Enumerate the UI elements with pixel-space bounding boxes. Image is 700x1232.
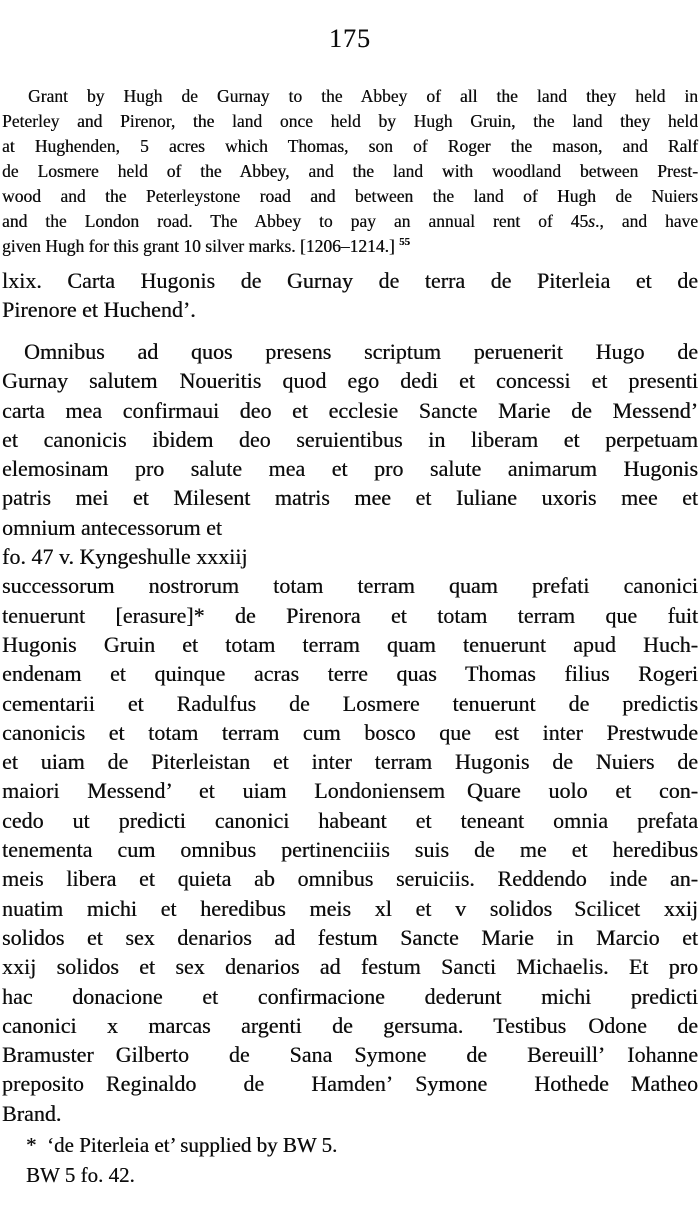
- text-line: Pirenore et Huchend’.: [2, 296, 196, 322]
- entry-summary: [2, 84, 698, 259]
- text-line: given Hugh for this grant 10 silver marks. [1206–1214.] $^{55}$: [2, 236, 410, 256]
- charter-text-part1: [2, 337, 698, 542]
- charter-heading: [2, 267, 698, 324]
- text-line: lxix. Carta Hugonis de Gurnay de terra de Piterleia et de: [2, 268, 698, 293]
- text-line: solidos et sex denarios ad festum Sancte Marie in Marcio et: [2, 924, 698, 950]
- footnotes: [2, 1130, 698, 1190]
- charter-text-part2: [2, 571, 698, 1128]
- text-line: fo. 47 v. Kyngeshulle xxxiij: [2, 544, 248, 570]
- text-line: Hugonis Gruin et totam terram quam tenuerunt apud Huch-: [2, 631, 698, 657]
- text-line: at Hughenden, 5 acres which Thomas, son of Roger the mason, and Ralf: [2, 136, 698, 156]
- text-line: elemosinam pro salute mea et pro salute animarum Hugonis: [2, 456, 698, 482]
- text-line: de Losmere held of the Abbey, and the land with woodland between Prest-: [2, 161, 698, 181]
- text-line: et canonicis ibidem deo seruientibus in liberam et perpetuam: [2, 426, 698, 452]
- text-line: omnium antecessorum et: [2, 514, 222, 540]
- text-line: xxij solidos et sex denarios ad festum Sancti Michaelis. Et pro: [2, 954, 698, 980]
- text-line: preposito Reginaldo de Hamden’ Symone Hothede Matheo: [2, 1071, 698, 1097]
- text-line: Brand.: [2, 1100, 62, 1126]
- text-line: et uiam de Piterleistan et inter terram Hugonis de Nuiers de: [2, 749, 698, 775]
- text-line: Grant by Hugh de Gurnay to the Abbey of all the land they held in: [28, 86, 698, 106]
- text-line: endenam et quinque acras terre quas Thomas filius Rogeri: [2, 661, 698, 687]
- text-line: canonicis et totam terram cum bosco que est inter Prestwude: [2, 719, 698, 745]
- text-line: Omnibus ad quos presens scriptum peruenerit Hugo de: [24, 339, 698, 364]
- text-line: meis libera et quieta ab omnibus seruiciis. Reddendo inde an-: [2, 866, 698, 892]
- page-number: 175: [329, 24, 371, 53]
- text-line: and the London road. The Abbey to pay an annual rent of 45s., and have: [2, 211, 698, 231]
- text-line: tenuerunt [erasure]* de Pirenora et totam terram que fuit: [2, 602, 698, 628]
- text-line: maiori Messend’ et uiam Londoniensem Quare uolo et con-: [2, 778, 698, 804]
- text-line: tenementa cum omnibus pertinenciiis suis de me et heredibus: [2, 837, 698, 863]
- text-line: cedo ut predicti canonici habeant et teneant omnia prefata: [2, 807, 698, 833]
- text-line: Bramuster Gilberto de Sana Symone de Bereuill’ Iohanne: [2, 1042, 698, 1068]
- text-line: nuatim michi et heredibus meis xl et v solidos Scilicet xxij: [2, 895, 698, 921]
- text-line: hac donacione et confirmacione dederunt michi predicti: [2, 983, 698, 1009]
- folio-note: [2, 542, 698, 571]
- text-line: Peterley and Pirenor, the land once held by Hugh Gruin, the land they held: [2, 111, 698, 131]
- text-line: patris mei et Milesent matris mee et Iuliane uxoris mee et: [2, 485, 698, 511]
- text-line: cementarii et Radulfus de Losmere tenuerunt de predictis: [2, 690, 698, 716]
- text-line: carta mea confirmaui deo et ecclesie Sancte Marie de Messend’: [2, 397, 698, 423]
- text-line: canonici x marcas argenti de gersuma. Testibus Odone de: [2, 1012, 698, 1038]
- text-line: wood and the Peterleystone road and between the land of Hugh de Nuiers: [2, 186, 698, 206]
- text-line: successorum nostrorum totam terram quam prefati canonici: [2, 573, 698, 599]
- text-line: BW 5 fo. 42.: [26, 1163, 135, 1188]
- book-page: [0, 24, 700, 1190]
- text-line: Gurnay salutem Noueritis quod ego dedi et concessi et presenti: [2, 368, 698, 394]
- text-line: * ‘de Piterleia et’ supplied by BW 5.: [26, 1133, 338, 1158]
